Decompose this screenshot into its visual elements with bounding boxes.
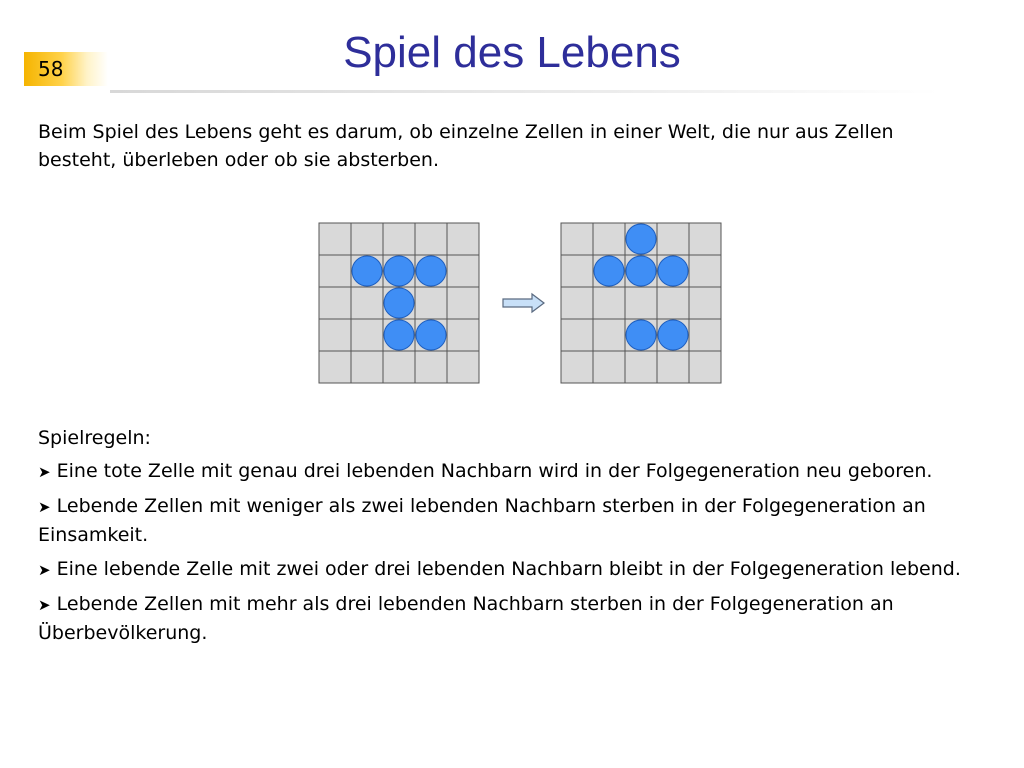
grid-before-canvas — [318, 222, 480, 384]
grid-after-cell — [689, 287, 721, 319]
transition-arrow-icon — [502, 292, 546, 318]
grid-before-cell — [319, 223, 351, 255]
grid-before-cell — [319, 319, 351, 351]
grid-before-cell — [415, 351, 447, 383]
grid-before-cell — [383, 223, 415, 255]
rule-text: Lebende Zellen mit mehr als drei lebenden Nachbarn sterben in der Folgegeneration an Überbevölkerung. — [38, 593, 894, 644]
grid-after-live-cell — [626, 256, 656, 286]
rule-item — [38, 492, 998, 549]
title-divider — [110, 90, 940, 93]
grid-after-cell — [561, 319, 593, 351]
grid-after-cell — [593, 287, 625, 319]
grid-after-cell — [657, 287, 689, 319]
slide-number: 58 — [38, 57, 64, 81]
grid-before-cell — [351, 319, 383, 351]
grid-before-cell — [415, 287, 447, 319]
grid-after-cell — [625, 287, 657, 319]
grid-before-cell — [351, 351, 383, 383]
grid-after-cell — [593, 223, 625, 255]
grid-before-cell — [319, 351, 351, 383]
grid-after-live-cell — [594, 256, 624, 286]
rules-section — [38, 424, 998, 653]
grid-before — [318, 222, 478, 382]
grid-after-live-cell — [626, 320, 656, 350]
grid-after-cell — [689, 255, 721, 287]
grid-before-cell — [319, 255, 351, 287]
arrow-bullet-icon: ➤ — [38, 596, 51, 614]
grid-before-cell — [447, 319, 479, 351]
grid-before-cell — [319, 287, 351, 319]
grid-after-cell — [593, 319, 625, 351]
grid-after-cell — [593, 351, 625, 383]
arrow-bullet-icon: ➤ — [38, 561, 51, 579]
arrow-bullet-icon: ➤ — [38, 463, 51, 481]
grid-after-cell — [561, 287, 593, 319]
grid-before-cell — [351, 287, 383, 319]
grid-before-cell — [447, 223, 479, 255]
grid-before-cell — [447, 255, 479, 287]
rule-text: Eine lebende Zelle mit zwei oder drei lebenden Nachbarn bleibt in der Folgegeneration lebend. — [56, 558, 961, 580]
grid-after-cell — [689, 351, 721, 383]
grid-after-live-cell — [626, 224, 656, 254]
grid-before-cell — [351, 223, 383, 255]
intro-text: Beim Spiel des Lebens geht es darum, ob einzelne Zellen in einer Welt, die nur aus Zellen besteht, überleben oder ob sie absterben. — [38, 121, 894, 171]
grid-after-cell — [689, 223, 721, 255]
grid-before-cell — [447, 287, 479, 319]
grid-after — [560, 222, 720, 382]
grid-after-cell — [657, 351, 689, 383]
rule-text: Eine tote Zelle mit genau drei lebenden Nachbarn wird in der Folgegeneration neu geboren. — [56, 460, 933, 482]
grid-after-cell — [657, 223, 689, 255]
rule-item — [38, 590, 998, 647]
grid-after-canvas — [560, 222, 722, 384]
grid-after-cell — [561, 351, 593, 383]
grid-before-live-cell — [352, 256, 382, 286]
grid-after-cell — [625, 351, 657, 383]
grid-before-live-cell — [416, 320, 446, 350]
grid-before-live-cell — [384, 288, 414, 318]
grid-before-cell — [415, 223, 447, 255]
grid-before-live-cell — [416, 256, 446, 286]
grid-after-live-cell — [658, 256, 688, 286]
grid-before-cell — [383, 351, 415, 383]
grid-before-live-cell — [384, 320, 414, 350]
grid-before-live-cell — [384, 256, 414, 286]
grid-after-cell — [689, 319, 721, 351]
grid-after-cell — [561, 223, 593, 255]
grid-after-cell — [561, 255, 593, 287]
page-title: Spiel des Lebens — [343, 28, 681, 77]
arrow-bullet-icon: ➤ — [38, 498, 51, 516]
grid-after-live-cell — [658, 320, 688, 350]
rule-item — [38, 555, 998, 584]
rules-heading: Spielregeln: — [38, 427, 151, 449]
grid-before-cell — [447, 351, 479, 383]
rule-text: Lebende Zellen mit weniger als zwei lebenden Nachbarn sterben in der Folgegeneration an Einsamkeit. — [38, 495, 926, 546]
rule-item — [38, 457, 998, 486]
